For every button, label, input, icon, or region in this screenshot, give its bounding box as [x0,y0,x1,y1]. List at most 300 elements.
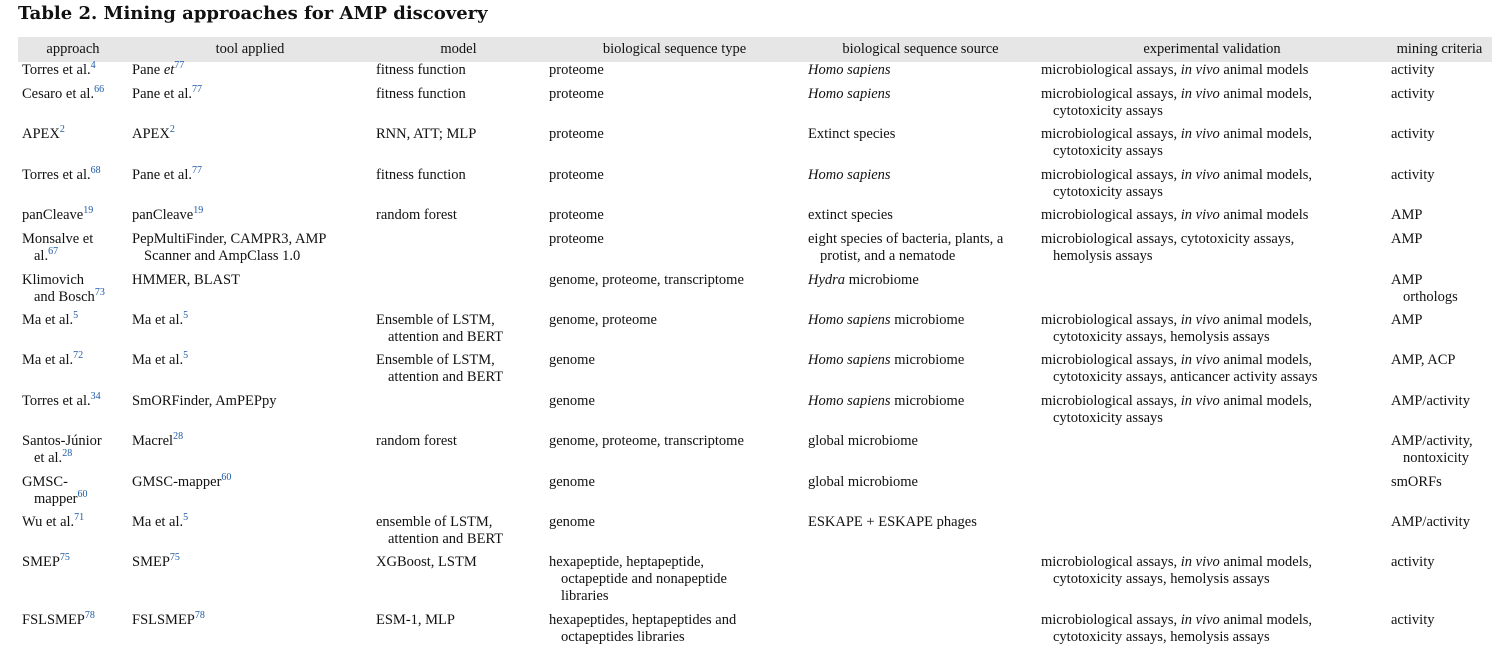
approach-line: APEX$^2$ [22,124,65,142]
approach-text [22,433,122,467]
criteria-text [1391,474,1486,491]
model-text [376,554,539,571]
criteria-cell [1387,433,1492,474]
criteria-line: smORFs [1391,474,1442,490]
table-row [18,352,1492,393]
model-cell [372,126,545,167]
tool-text [132,231,366,265]
model-cell [372,312,545,352]
validation-italic: in vivo [1180,167,1220,183]
tool-text [132,433,366,450]
approach-text [22,312,122,329]
model-line: fitness function [376,86,466,102]
source-text [808,86,1031,103]
approach-text [22,474,122,508]
source-cell [804,433,1037,474]
source-cell [804,126,1037,167]
approach-line: mapper$^{60}$ [34,489,88,507]
validation-part: animal models, [1219,352,1313,368]
source-line: Extinct species [808,126,896,142]
model-line: Ensemble of LSTM, [376,352,495,368]
approach-text [22,231,122,265]
citation-ref[interactable]: 28 [173,431,184,442]
validation-part: microbiological assays, [1041,554,1181,570]
table-body [18,62,1492,652]
approach-line: SMEP$^{75}$ [22,552,70,570]
seqtype-line: proteome [549,231,604,247]
validation-part: animal models [1219,207,1309,223]
approach-cell [18,62,128,86]
tool-cell [128,62,372,86]
citation-ref[interactable]: 67 [48,246,59,257]
validation-part: animal models, [1219,167,1313,183]
validation-line: cytotoxicity assays [1053,143,1163,159]
table-row [18,231,1492,272]
validation-italic: in vivo [1180,126,1220,142]
model-line: random forest [376,207,457,223]
tool-text [132,612,366,629]
model-cell [372,352,545,393]
tool-line: Macrel$^{28}$ [132,431,184,449]
approach-line: Torres et al.$^{34}$ [22,391,101,409]
criteria-text [1391,554,1486,571]
tool-text [132,126,366,143]
model-cell [372,393,545,433]
model-cell [372,62,545,86]
seqtype-cell [545,352,804,393]
tool-line: Ma et al.$^5$ [132,512,189,530]
column-header: tool applied [128,37,372,62]
validation-line [1041,612,1312,628]
source-rest: microbiome [890,312,965,328]
source-italic: Homo sapiens [808,393,891,409]
tool-cell [128,126,372,167]
seqtype-text [549,612,798,646]
criteria-cell [1387,474,1492,514]
validation-part: animal models, [1219,126,1313,142]
tool-text [132,514,366,531]
criteria-cell [1387,167,1492,207]
approach-text [22,352,122,369]
column-header: mining criteria [1387,37,1492,62]
criteria-line: activity [1391,86,1435,102]
approach-cell [18,352,128,393]
validation-cell [1037,433,1387,474]
source-text [808,272,1031,289]
table-row [18,433,1492,474]
tool-text [132,312,366,329]
validation-italic: in vivo [1180,554,1220,570]
table-row [18,126,1492,167]
tool-line: Pane et al.$^{77}$ [132,165,202,183]
approach-line: FSLSMEP$^{78}$ [22,610,95,628]
source-text [808,312,1031,329]
table-row [18,272,1492,312]
seqtype-text [549,167,798,184]
seqtype-cell [545,554,804,612]
citation-ref[interactable]: 77 [192,165,202,176]
seqtype-text [549,514,798,531]
criteria-line: AMP [1391,272,1423,288]
source-cell [804,612,1037,652]
table-row [18,612,1492,652]
approach-line: Cesaro et al.$^{66}$ [22,84,105,102]
model-text [376,514,539,548]
model-cell [372,612,545,652]
source-italic: Homo sapiens [808,167,891,183]
source-cell [804,272,1037,312]
validation-part: microbiological assays, [1041,126,1181,142]
approach-cell [18,86,128,126]
source-text [808,62,1031,79]
source-text [808,126,1031,143]
criteria-text [1391,207,1486,224]
source-cell [804,231,1037,272]
seqtype-cell [545,207,804,231]
approach-text [22,393,122,410]
model-line: attention and BERT [388,369,504,385]
seqtype-cell [545,62,804,86]
criteria-cell [1387,393,1492,433]
approach-text [22,612,122,629]
citation-ref[interactable]: 2 [169,124,175,135]
validation-part: microbiological assays, [1041,612,1181,628]
source-cell [804,207,1037,231]
seqtype-cell [545,612,804,652]
validation-line [1041,554,1312,570]
citation-ref[interactable]: 2 [59,124,65,135]
approach-line: GMSC- [22,474,68,490]
approach-text [22,86,122,103]
validation-cell [1037,86,1387,126]
criteria-cell [1387,612,1492,652]
citation-ref[interactable]: 60 [221,472,232,483]
criteria-line: AMP/activity [1391,393,1470,409]
source-cell [804,554,1037,612]
seqtype-text [549,352,798,369]
model-text [376,62,539,79]
validation-line: cytotoxicity assays, hemolysis assays [1053,329,1270,345]
validation-part: animal models, [1219,612,1313,628]
validation-cell [1037,207,1387,231]
criteria-text [1391,231,1486,248]
model-line: random forest [376,433,457,449]
seqtype-line: proteome [549,126,604,142]
approach-text [22,62,122,79]
model-text [376,86,539,103]
source-rest: microbiome [845,272,919,288]
validation-line: cytotoxicity assays [1053,103,1163,119]
model-line: attention and BERT [388,531,504,547]
criteria-line: nontoxicity [1403,450,1470,466]
source-text [808,352,1031,369]
tool-line: Ma et al.$^5$ [132,350,189,368]
seqtype-line: genome [549,514,595,530]
citation-ref[interactable]: 78 [194,610,205,621]
approach-cell [18,167,128,207]
validation-part: animal models, [1219,86,1313,102]
criteria-line: AMP, ACP [1391,352,1456,368]
approach-text [22,554,122,571]
validation-text [1041,62,1381,79]
validation-italic: in vivo [1180,312,1220,328]
approach-line: al.$^{67}$ [34,246,59,264]
validation-italic: in vivo [1180,86,1220,102]
tool-cell [128,514,372,554]
validation-part: microbiological assays, [1041,62,1181,78]
seqtype-line: genome [549,393,595,409]
seqtype-text [549,554,798,605]
validation-italic: in vivo [1180,393,1220,409]
seqtype-text [549,312,798,329]
seqtype-cell [545,514,804,554]
citation-ref[interactable]: 34 [90,391,101,402]
source-italic: Homo sapiens [808,86,891,102]
citation-ref[interactable]: 5 [183,310,189,321]
tool-line: Pane $et^{77}$ [132,60,185,78]
validation-text [1041,554,1381,588]
validation-text [1041,86,1381,120]
citation-ref[interactable]: 5 [183,512,189,523]
tool-cell [128,352,372,393]
model-line: Ensemble of LSTM, [376,312,495,328]
criteria-line: activity [1391,62,1435,78]
validation-line: cytotoxicity assays, hemolysis assays [1053,571,1270,587]
approach-cell [18,514,128,554]
model-text [376,612,539,629]
model-cell [372,207,545,231]
criteria-text [1391,433,1486,467]
source-text [808,514,1031,531]
approach-cell [18,231,128,272]
approach-cell [18,207,128,231]
column-header: approach [18,37,128,62]
validation-part: microbiological assays, [1041,167,1181,183]
seqtype-cell [545,167,804,207]
validation-italic: in vivo [1180,207,1220,223]
validation-cell [1037,272,1387,312]
approach-line: Wu et al.$^{71}$ [22,512,85,530]
model-line: fitness function [376,62,466,78]
criteria-line: AMP [1391,312,1423,328]
validation-cell [1037,514,1387,554]
validation-part: microbiological assays, [1041,393,1181,409]
source-text [808,167,1031,184]
approach-text [22,272,122,306]
tool-line: PepMultiFinder, CAMPR3, AMP [132,231,327,247]
model-text [376,126,539,143]
seqtype-line: genome, proteome, transcriptome [549,272,744,288]
tool-italic: et [163,62,175,78]
criteria-text [1391,514,1486,531]
column-header: biological sequence type [545,37,804,62]
citation-ref[interactable]: 78 [84,610,95,621]
seqtype-cell [545,272,804,312]
seqtype-line: proteome [549,62,604,78]
tool-text [132,167,366,184]
criteria-line: AMP [1391,231,1423,247]
validation-cell [1037,312,1387,352]
validation-part: animal models, [1219,393,1313,409]
seqtype-cell [545,474,804,514]
validation-line [1041,62,1308,78]
table-row [18,62,1492,86]
model-cell [372,231,545,272]
criteria-cell [1387,272,1492,312]
column-header: model [372,37,545,62]
validation-part: microbiological assays, [1041,352,1181,368]
source-line: eight species of bacteria, plants, a [808,231,1004,247]
criteria-line: AMP [1391,207,1423,223]
validation-line: cytotoxicity assays [1053,184,1163,200]
validation-cell [1037,474,1387,514]
validation-text [1041,231,1381,265]
citation-ref[interactable]: 19 [83,205,94,216]
tool-cell [128,474,372,514]
citation-ref[interactable]: 28 [62,448,73,459]
criteria-line: AMP/activity, [1391,433,1473,449]
citation-ref[interactable]: 19 [193,205,204,216]
tool-cell [128,433,372,474]
tool-line: Ma et al.$^5$ [132,310,189,328]
validation-italic: in vivo [1180,62,1220,78]
validation-cell [1037,231,1387,272]
seqtype-line: proteome [549,86,604,102]
validation-part: microbiological assays, [1041,207,1181,223]
table-row [18,554,1492,612]
criteria-cell [1387,352,1492,393]
approach-line: Monsalve et [22,231,94,247]
model-text [376,312,539,346]
source-italic: Homo sapiens [808,62,891,78]
tool-cell [128,393,372,433]
criteria-line: orthologs [1403,289,1458,305]
citation-ref[interactable]: 73 [94,287,105,298]
seqtype-text [549,433,798,450]
column-header: experimental validation [1037,37,1387,62]
tool-text [132,474,366,491]
criteria-cell [1387,62,1492,86]
approach-cell [18,612,128,652]
validation-cell [1037,393,1387,433]
model-line: RNN, ATT; MLP [376,126,477,142]
table-row [18,474,1492,514]
validation-text [1041,207,1381,224]
criteria-text [1391,352,1486,369]
model-text [376,433,539,450]
header-row [18,37,1492,62]
table-row [18,514,1492,554]
validation-line: cytotoxicity assays [1053,410,1163,426]
citation-ref[interactable]: 72 [73,350,84,361]
citation-ref[interactable]: 66 [94,84,105,95]
approach-line: Ma et al.$^{72}$ [22,350,84,368]
seqtype-line: genome, proteome [549,312,657,328]
source-cell [804,62,1037,86]
tool-text [132,86,366,103]
table-row [18,86,1492,126]
seqtype-cell [545,126,804,167]
source-line: protist, and a nematode [820,248,956,264]
source-line: extinct species [808,207,893,223]
data-table [18,37,1492,652]
approach-text [22,167,122,184]
criteria-text [1391,312,1486,329]
validation-text [1041,352,1381,386]
tool-cell [128,167,372,207]
validation-cell [1037,62,1387,86]
citation-ref[interactable]: 77 [174,60,185,71]
citation-ref[interactable]: 60 [77,489,88,500]
validation-italic: in vivo [1180,352,1220,368]
citation-ref[interactable]: 75 [169,552,180,563]
seqtype-line: proteome [549,207,604,223]
tool-line: APEX$^2$ [132,124,175,142]
criteria-text [1391,86,1486,103]
tool-cell [128,86,372,126]
validation-line [1041,167,1312,183]
criteria-cell [1387,207,1492,231]
citation-ref[interactable]: 5 [183,350,189,361]
validation-part: microbiological assays, [1041,312,1181,328]
source-line: ESKAPE + ESKAPE phages [808,514,977,530]
approach-cell [18,393,128,433]
validation-line [1041,126,1312,142]
seqtype-cell [545,393,804,433]
validation-line [1041,207,1308,223]
table-row [18,393,1492,433]
criteria-cell [1387,312,1492,352]
seqtype-line: octapeptides libraries [561,629,685,645]
criteria-text [1391,167,1486,184]
tool-text [132,393,366,410]
seqtype-line: proteome [549,167,604,183]
citation-ref[interactable]: 75 [59,552,70,563]
validation-cell [1037,554,1387,612]
validation-part: microbiological assays, [1041,86,1181,102]
validation-line: cytotoxicity assays, anticancer activity assays [1053,369,1318,385]
approach-line: et al.$^{28}$ [34,448,73,466]
table-row [18,312,1492,352]
source-text [808,474,1031,491]
citation-ref[interactable]: 68 [90,165,101,176]
validation-cell [1037,167,1387,207]
criteria-line: AMP/activity [1391,514,1470,530]
approach-text [22,126,122,143]
seqtype-line: libraries [561,588,609,604]
model-cell [372,514,545,554]
criteria-line: activity [1391,167,1435,183]
citation-ref[interactable]: 77 [192,84,202,95]
seqtype-cell [545,86,804,126]
validation-line [1041,86,1312,102]
approach-line: Torres et al.$^4$ [22,60,96,78]
validation-italic: in vivo [1180,612,1220,628]
validation-cell [1037,352,1387,393]
tool-cell [128,231,372,272]
citation-ref[interactable]: 71 [74,512,85,523]
citation-ref[interactable]: 5 [73,310,79,321]
seqtype-text [549,207,798,224]
citation-ref[interactable]: 4 [90,60,96,71]
model-cell [372,474,545,514]
model-text [376,167,539,184]
source-text [808,231,1031,265]
model-cell [372,433,545,474]
validation-part: animal models, [1219,554,1313,570]
model-text [376,207,539,224]
source-cell [804,474,1037,514]
